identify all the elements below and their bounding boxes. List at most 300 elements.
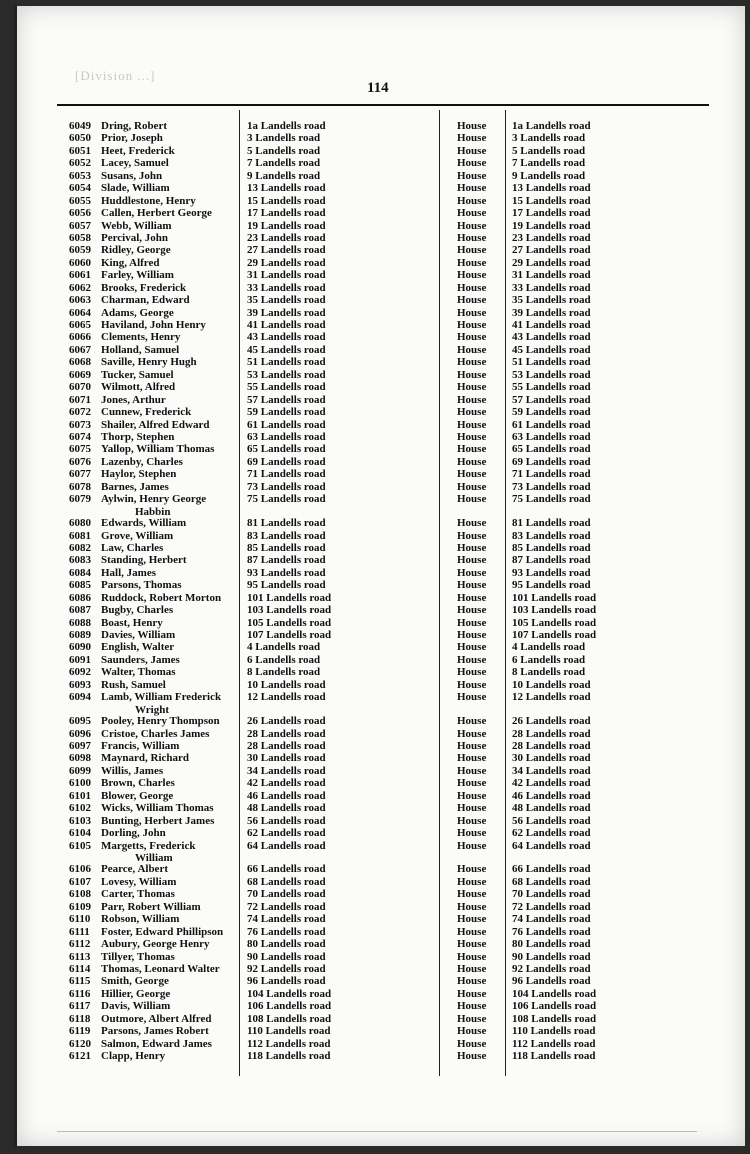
register-entry xyxy=(17,827,745,839)
qualifying-property: 1a Landells road xyxy=(512,120,591,132)
entry-number: 6112 xyxy=(69,938,91,951)
qualifying-property: 41 Landells road xyxy=(512,319,591,331)
voter-name: Aubury, George Henry xyxy=(101,938,210,951)
voter-name: Law, Charles xyxy=(101,541,164,554)
entry-number: 6051 xyxy=(69,144,91,157)
qualifying-property: 27 Landells road xyxy=(512,244,591,257)
register-entry xyxy=(17,617,745,629)
register-entry xyxy=(17,530,745,542)
qualification-type: House xyxy=(457,468,487,481)
entry-number: 6085 xyxy=(69,579,91,592)
entry-number: 6099 xyxy=(69,764,91,777)
abode-address: 107 Landells road xyxy=(247,629,332,641)
abode-address: 45 Landells road xyxy=(247,343,326,356)
qualifying-property: 6 Landells road xyxy=(512,653,586,666)
abode-address: 1a Landells road xyxy=(247,120,326,132)
entry-number: 6050 xyxy=(69,132,91,145)
qualifying-property: 93 Landells road xyxy=(512,566,591,579)
entry-number: 6062 xyxy=(69,281,91,294)
abode-address: 26 Landells road xyxy=(247,715,326,728)
voter-name: Percival, John xyxy=(101,231,169,244)
voter-name: Wilmott, Alfred xyxy=(101,381,176,394)
voter-name: Wright xyxy=(135,703,170,716)
register-entry xyxy=(17,790,745,802)
voter-name: Blower, George xyxy=(101,789,174,802)
qualification-type: House xyxy=(457,1050,487,1062)
abode-address: 9 Landells road xyxy=(247,169,321,182)
entry-number: 6079 xyxy=(69,493,91,506)
qualification-type: House xyxy=(457,888,487,901)
page-bottom-edge xyxy=(57,1131,697,1140)
qualification-type: House xyxy=(457,1037,487,1050)
entry-number: 6096 xyxy=(69,727,91,740)
abode-address: 65 Landells road xyxy=(247,443,326,456)
entry-number: 6098 xyxy=(69,752,91,765)
qualifying-property: 107 Landells road xyxy=(512,629,597,641)
entry-number: 6052 xyxy=(69,157,91,170)
qualification-type: House xyxy=(457,443,487,456)
entry-number: 6116 xyxy=(69,987,91,1000)
abode-address: 96 Landells road xyxy=(247,975,326,988)
qualification-type: House xyxy=(457,900,487,913)
qualifying-property: 108 Landells road xyxy=(512,1012,597,1025)
qualification-type: House xyxy=(457,629,487,641)
register-entry xyxy=(17,913,745,925)
register-entry xyxy=(17,666,745,678)
qualifying-property: 65 Landells road xyxy=(512,443,591,456)
qualification-type: House xyxy=(457,256,487,269)
abode-address: 17 Landells road xyxy=(247,207,326,220)
register-entry xyxy=(17,468,745,480)
entry-number: 6089 xyxy=(69,629,91,641)
entry-number: 6066 xyxy=(69,331,91,344)
abode-address: 73 Landells road xyxy=(247,480,326,493)
register-entry xyxy=(17,257,745,269)
voter-name: Francis, William xyxy=(101,740,180,752)
entry-number: 6108 xyxy=(69,888,91,901)
register-entry xyxy=(17,988,745,1000)
qualification-type: House xyxy=(457,418,487,431)
abode-address: 81 Landells road xyxy=(247,517,326,530)
entry-name-continuation xyxy=(17,506,745,518)
voter-name: King, Alfred xyxy=(101,256,160,269)
register-entry xyxy=(17,975,745,987)
entry-number: 6095 xyxy=(69,715,91,728)
abode-address: 72 Landells road xyxy=(247,900,326,913)
register-entry xyxy=(17,604,745,616)
voter-name: Salmon, Edward James xyxy=(101,1037,212,1050)
abode-address: 42 Landells road xyxy=(247,777,326,790)
register-entry xyxy=(17,1025,745,1037)
abode-address: 46 Landells road xyxy=(247,789,326,802)
qualifying-property: 5 Landells road xyxy=(512,144,586,157)
register-entry xyxy=(17,679,745,691)
qualification-type: House xyxy=(457,591,487,604)
entry-number: 6117 xyxy=(69,1000,91,1013)
register-entry xyxy=(17,207,745,219)
abode-address: 51 Landells road xyxy=(247,356,326,369)
abode-address: 31 Landells road xyxy=(247,269,326,282)
register-entry xyxy=(17,493,745,505)
voter-name: Thomas, Leonard Walter xyxy=(101,962,220,975)
qualification-type: House xyxy=(457,604,487,617)
entry-number: 6056 xyxy=(69,207,91,220)
abode-address: 118 Landells road xyxy=(247,1050,331,1062)
qualifying-property: 112 Landells road xyxy=(512,1037,596,1050)
register-entries xyxy=(17,120,745,1062)
qualification-type: House xyxy=(457,430,487,443)
entry-number: 6074 xyxy=(69,430,91,443)
entry-number: 6080 xyxy=(69,517,91,530)
register-entry xyxy=(17,307,745,319)
qualification-type: House xyxy=(457,144,487,157)
qualification-type: House xyxy=(457,294,487,307)
abode-address: 12 Landells road xyxy=(247,691,326,704)
register-entry xyxy=(17,876,745,888)
qualifying-property: 33 Landells road xyxy=(512,281,591,294)
entry-number: 6107 xyxy=(69,875,91,888)
qualification-type: House xyxy=(457,381,487,394)
register-entry xyxy=(17,567,745,579)
voter-name: Pooley, Henry Thompson xyxy=(101,715,220,728)
header-rule xyxy=(57,104,709,106)
qualifying-property: 62 Landells road xyxy=(512,827,591,840)
entry-number: 6055 xyxy=(69,194,91,207)
qualifying-property: 42 Landells road xyxy=(512,777,591,790)
voter-name: Wicks, William Thomas xyxy=(101,802,214,815)
qualification-type: House xyxy=(457,579,487,592)
register-entry xyxy=(17,802,745,814)
voter-name: Maynard, Richard xyxy=(101,752,189,765)
entry-number: 6076 xyxy=(69,455,91,468)
qualification-type: House xyxy=(457,740,487,752)
abode-address: 5 Landells road xyxy=(247,144,321,157)
register-entry xyxy=(17,654,745,666)
voter-name: Heet, Frederick xyxy=(101,144,175,157)
qualifying-property: 96 Landells road xyxy=(512,975,591,988)
qualifying-property: 17 Landells road xyxy=(512,207,591,220)
abode-address: 103 Landells road xyxy=(247,604,332,617)
voter-name: Lacey, Samuel xyxy=(101,157,169,170)
entry-number: 6087 xyxy=(69,604,91,617)
qualification-type: House xyxy=(457,962,487,975)
register-entry xyxy=(17,740,745,752)
qualification-type: House xyxy=(457,691,487,704)
qualification-type: House xyxy=(457,182,487,195)
qualifying-property: 53 Landells road xyxy=(512,368,591,381)
qualifying-property: 70 Landells road xyxy=(512,888,591,901)
qualifying-property: 110 Landells road xyxy=(512,1025,596,1038)
register-entry xyxy=(17,195,745,207)
abode-address: 110 Landells road xyxy=(247,1025,331,1038)
entry-number: 6057 xyxy=(69,219,91,232)
entry-number: 6049 xyxy=(69,120,91,132)
qualifying-property: 48 Landells road xyxy=(512,802,591,815)
qualification-type: House xyxy=(457,244,487,257)
entry-number: 6093 xyxy=(69,678,91,691)
abode-address: 6 Landells road xyxy=(247,653,321,666)
entry-number: 6091 xyxy=(69,653,91,666)
voter-name: Ruddock, Robert Morton xyxy=(101,591,222,604)
qualifying-property: 80 Landells road xyxy=(512,938,591,951)
qualifying-property: 71 Landells road xyxy=(512,468,591,481)
register-entry xyxy=(17,863,745,875)
qualifying-property: 31 Landells road xyxy=(512,269,591,282)
qualifying-property: 83 Landells road xyxy=(512,529,591,542)
abode-address: 70 Landells road xyxy=(247,888,326,901)
qualifying-property: 105 Landells road xyxy=(512,616,597,629)
register-entry xyxy=(17,1038,745,1050)
voter-name: Tillyer, Thomas xyxy=(101,950,175,963)
qualifying-property: 13 Landells road xyxy=(512,182,591,195)
entry-number: 6103 xyxy=(69,814,91,827)
entry-number: 6113 xyxy=(69,950,91,963)
register-entry xyxy=(17,145,745,157)
entry-number: 6102 xyxy=(69,802,91,815)
entry-number: 6094 xyxy=(69,691,91,704)
voter-name: Susans, John xyxy=(101,169,163,182)
qualification-type: House xyxy=(457,789,487,802)
qualification-type: House xyxy=(457,715,487,728)
entry-number: 6058 xyxy=(69,231,91,244)
voter-name: Davis, William xyxy=(101,1000,171,1013)
entry-number: 6088 xyxy=(69,616,91,629)
abode-address: 28 Landells road xyxy=(247,727,326,740)
abode-address: 15 Landells road xyxy=(247,194,326,207)
voter-name: Cristoe, Charles James xyxy=(101,727,210,740)
qualification-type: House xyxy=(457,219,487,232)
voter-name: Hall, James xyxy=(101,566,156,579)
qualifying-property: 56 Landells road xyxy=(512,814,591,827)
entry-number: 6053 xyxy=(69,169,91,182)
entry-number: 6119 xyxy=(69,1025,91,1038)
qualification-type: House xyxy=(457,875,487,888)
abode-address: 101 Landells road xyxy=(247,591,332,604)
abode-address: 57 Landells road xyxy=(247,393,326,406)
abode-address: 29 Landells road xyxy=(247,256,326,269)
register-entry xyxy=(17,629,745,641)
qualification-type: House xyxy=(457,678,487,691)
entry-number: 6120 xyxy=(69,1037,91,1050)
voter-name: Farley, William xyxy=(101,269,174,282)
voter-name: Lamb, William Frederick xyxy=(101,691,222,704)
qualifying-property: 66 Landells road xyxy=(512,863,591,876)
qualification-type: House xyxy=(457,925,487,938)
qualification-type: House xyxy=(457,356,487,369)
register-entry xyxy=(17,431,745,443)
voter-name: Pearce, Albert xyxy=(101,863,168,876)
entry-number: 6090 xyxy=(69,641,91,654)
abode-address: 76 Landells road xyxy=(247,925,326,938)
entry-number: 6078 xyxy=(69,480,91,493)
qualification-type: House xyxy=(457,764,487,777)
entry-number: 6118 xyxy=(69,1012,91,1025)
entry-number: 6063 xyxy=(69,294,91,307)
abode-address: 30 Landells road xyxy=(247,752,326,765)
voter-name: William xyxy=(135,851,173,864)
voter-name: Haviland, John Henry xyxy=(101,319,206,331)
qualification-type: House xyxy=(457,938,487,951)
entry-number: 6082 xyxy=(69,541,91,554)
voter-name: Prior, Joseph xyxy=(101,132,163,145)
abode-address: 53 Landells road xyxy=(247,368,326,381)
qualification-type: House xyxy=(457,393,487,406)
register-entry xyxy=(17,170,745,182)
qualification-type: House xyxy=(457,493,487,506)
qualification-type: House xyxy=(457,231,487,244)
qualifying-property: 34 Landells road xyxy=(512,764,591,777)
qualification-type: House xyxy=(457,281,487,294)
abode-address: 64 Landells road xyxy=(247,839,326,852)
entry-number: 6092 xyxy=(69,666,91,679)
register-entry xyxy=(17,901,745,913)
entry-number: 6070 xyxy=(69,381,91,394)
voter-name: Habbin xyxy=(135,505,171,518)
abode-address: 27 Landells road xyxy=(247,244,326,257)
register-entry xyxy=(17,220,745,232)
qualifying-property: 59 Landells road xyxy=(512,406,591,419)
abode-address: 80 Landells road xyxy=(247,938,326,951)
voter-name: Adams, George xyxy=(101,306,174,319)
register-entry xyxy=(17,369,745,381)
register-entry xyxy=(17,938,745,950)
entry-number: 6084 xyxy=(69,566,91,579)
qualifying-property: 23 Landells road xyxy=(512,231,591,244)
abode-address: 112 Landells road xyxy=(247,1037,331,1050)
register-entry xyxy=(17,182,745,194)
register-entry xyxy=(17,592,745,604)
voter-name: Margetts, Frederick xyxy=(101,839,196,852)
qualification-type: House xyxy=(457,157,487,170)
voter-name: Willis, James xyxy=(101,764,164,777)
qualification-type: House xyxy=(457,455,487,468)
qualifying-property: 43 Landells road xyxy=(512,331,591,344)
voter-name: Bugby, Charles xyxy=(101,604,174,617)
qualification-type: House xyxy=(457,306,487,319)
register-entry xyxy=(17,157,745,169)
qualifying-property: 55 Landells road xyxy=(512,381,591,394)
voter-name: Yallop, William Thomas xyxy=(101,443,215,456)
voter-name: Edwards, William xyxy=(101,517,187,530)
qualification-type: House xyxy=(457,529,487,542)
qualification-type: House xyxy=(457,913,487,926)
qualifying-property: 28 Landells road xyxy=(512,740,591,752)
voter-name: Haylor, Stephen xyxy=(101,468,177,481)
voter-name: Robson, William xyxy=(101,913,180,926)
qualifying-property: 45 Landells road xyxy=(512,343,591,356)
voter-name: Shailer, Alfred Edward xyxy=(101,418,210,431)
register-entry xyxy=(17,120,745,132)
qualifying-property: 72 Landells road xyxy=(512,900,591,913)
register-entry xyxy=(17,1050,745,1062)
voter-name: Dorling, John xyxy=(101,827,166,840)
register-entry xyxy=(17,542,745,554)
qualification-type: House xyxy=(457,616,487,629)
entry-number: 6069 xyxy=(69,368,91,381)
qualification-type: House xyxy=(457,987,487,1000)
register-entry xyxy=(17,715,745,727)
qualifying-property: 15 Landells road xyxy=(512,194,591,207)
register-entry xyxy=(17,132,745,144)
qualification-type: House xyxy=(457,950,487,963)
entry-number: 6121 xyxy=(69,1050,91,1062)
abode-address: 66 Landells road xyxy=(247,863,326,876)
voter-name: Foster, Edward Phillipson xyxy=(101,925,224,938)
register-entry xyxy=(17,406,745,418)
abode-address: 85 Landells road xyxy=(247,541,326,554)
qualifying-property: 57 Landells road xyxy=(512,393,591,406)
entry-number: 6111 xyxy=(69,925,90,938)
entry-number: 6060 xyxy=(69,256,91,269)
page-number: 114 xyxy=(367,80,389,96)
voter-name: Hillier, George xyxy=(101,987,171,1000)
voter-name: Carter, Thomas xyxy=(101,888,175,901)
entry-number: 6064 xyxy=(69,306,91,319)
abode-address: 35 Landells road xyxy=(247,294,326,307)
qualification-type: House xyxy=(457,541,487,554)
voter-name: Walter, Thomas xyxy=(101,666,176,679)
qualification-type: House xyxy=(457,727,487,740)
entry-number: 6106 xyxy=(69,863,91,876)
qualifying-property: 106 Landells road xyxy=(512,1000,597,1013)
register-entry xyxy=(17,752,745,764)
voter-name: Ridley, George xyxy=(101,244,171,257)
entry-number: 6101 xyxy=(69,789,91,802)
qualifying-property: 12 Landells road xyxy=(512,691,591,704)
qualifying-property: 26 Landells road xyxy=(512,715,591,728)
abode-address: 39 Landells road xyxy=(247,306,326,319)
abode-address: 13 Landells road xyxy=(247,182,326,195)
entry-number: 6104 xyxy=(69,827,91,840)
register-entry xyxy=(17,282,745,294)
abode-address: 10 Landells road xyxy=(247,678,326,691)
voter-name: Saunders, James xyxy=(101,653,180,666)
qualification-type: House xyxy=(457,1000,487,1013)
qualifying-property: 19 Landells road xyxy=(512,219,591,232)
entry-number: 6109 xyxy=(69,900,91,913)
qualification-type: House xyxy=(457,269,487,282)
entry-number: 6073 xyxy=(69,418,91,431)
abode-address: 41 Landells road xyxy=(247,319,326,331)
voter-name: Dring, Robert xyxy=(101,120,167,132)
register-entry xyxy=(17,1013,745,1025)
qualification-type: House xyxy=(457,406,487,419)
voter-name: Brown, Charles xyxy=(101,777,175,790)
register-entry xyxy=(17,331,745,343)
entry-number: 6061 xyxy=(69,269,91,282)
qualifying-property: 118 Landells road xyxy=(512,1050,596,1062)
abode-address: 43 Landells road xyxy=(247,331,326,344)
qualifying-property: 85 Landells road xyxy=(512,541,591,554)
voter-name: Aylwin, Henry George xyxy=(101,493,207,506)
qualification-type: House xyxy=(457,194,487,207)
voter-name: Parr, Robert William xyxy=(101,900,201,913)
entry-number: 6059 xyxy=(69,244,91,257)
entry-number: 6100 xyxy=(69,777,91,790)
register-entry xyxy=(17,840,745,852)
voter-name: Slade, William xyxy=(101,182,170,195)
abode-address: 108 Landells road xyxy=(247,1012,332,1025)
abode-address: 74 Landells road xyxy=(247,913,326,926)
qualifying-property: 73 Landells road xyxy=(512,480,591,493)
abode-address: 7 Landells road xyxy=(247,157,321,170)
voter-name: Parsons, Thomas xyxy=(101,579,182,592)
qualification-type: House xyxy=(457,975,487,988)
register-entry xyxy=(17,1000,745,1012)
entry-number: 6065 xyxy=(69,319,91,331)
voter-name: Clapp, Henry xyxy=(101,1050,166,1062)
qualifying-property: 104 Landells road xyxy=(512,987,597,1000)
